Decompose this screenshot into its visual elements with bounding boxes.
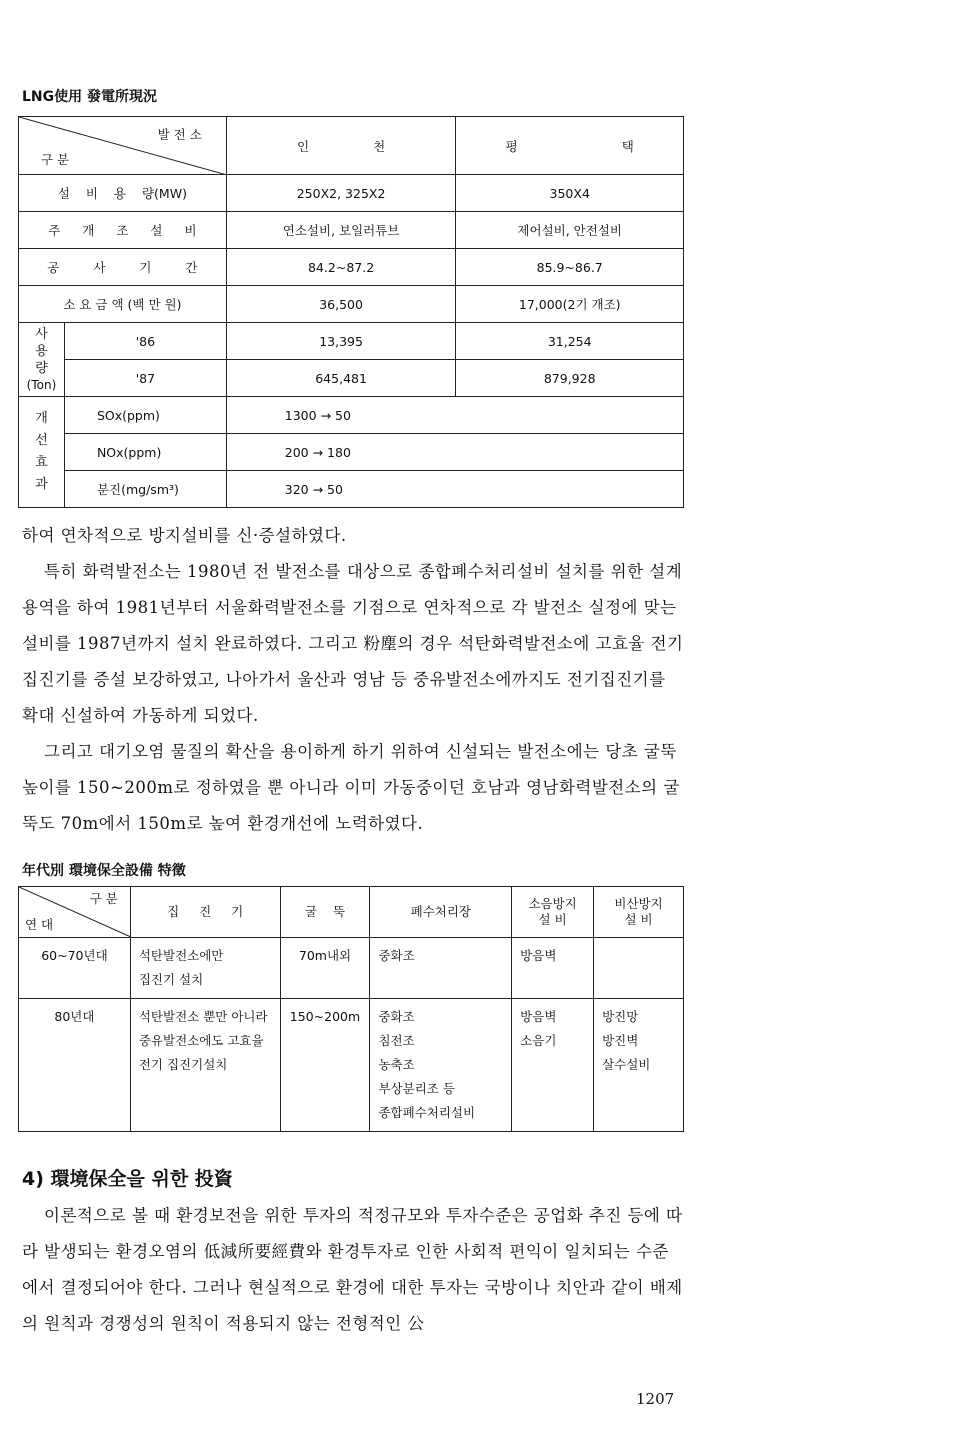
- table-row: [19, 175, 684, 212]
- empty-cell: [456, 397, 684, 434]
- cell-incheon: 36,500: [226, 286, 456, 323]
- empty-cell: [456, 471, 684, 508]
- col-header: 폐수처리장: [370, 887, 512, 938]
- table-row: [19, 360, 684, 397]
- table2-caption: 年代別 環境保全設備 特徵: [22, 863, 186, 879]
- table1-corner-top: 발 전 소: [157, 127, 202, 142]
- usage-group-label: [19, 323, 65, 397]
- cell-pyeongtaek: 제어설비, 안전설비: [456, 212, 684, 249]
- table-row: [19, 286, 684, 323]
- table-row: [19, 938, 684, 999]
- era-equipment-table: [18, 886, 684, 1132]
- effect-label: SOx(ppm): [64, 397, 226, 434]
- table-row: [19, 249, 684, 286]
- cell-pyeongtaek: 17,000(2기 개조): [456, 286, 684, 323]
- paragraph: 특히 화력발전소는 1980년 전 발전소를 대상으로 종합폐수처리설비 설치를 위한 설계용역을 하여 1981년부터 서울화력발전소를 기점으로 연차적으로 각 발전소 실정에 맞는 설비를 1987년까지 설치 완료하였다. 그리고 粉塵의 경우 석탄화력발전소에 고효율 전기집진기를 증설 보강하였고, 나아가서 울산과 영남 등 중유발전소에까지도 전기집진기를 확대 신설하여 가동하게 되었다.: [22, 562, 684, 725]
- dust-cell: [594, 938, 684, 999]
- empty-cell: [456, 434, 684, 471]
- table1-corner-bottom: 구 분: [41, 152, 70, 167]
- col-header: 비산방지설 비: [594, 887, 684, 938]
- col-header: 굴 뚝: [280, 887, 370, 938]
- row-label: 소 요 금 액 (백 만 원): [19, 286, 227, 323]
- paragraph: 그리고 대기오염 물질의 확산을 용이하게 하기 위하여 신설되는 발전소에는 당초 굴뚝 높이를 150~200m로 정하였을 뿐 아니라 이미 가동중이던 호남과 영남화력발전소의 굴뚝도 70m에서 150m로 높여 환경개선에 노력하였다.: [22, 742, 680, 833]
- effect-value: 320 → 50: [226, 471, 456, 508]
- effect-group-text: 개선효과: [35, 411, 48, 492]
- table1-corner-cell: [19, 117, 227, 175]
- cell-pyeongtaek: 31,254: [456, 323, 684, 360]
- body-text-2: [22, 1198, 684, 1342]
- usage-unit: (Ton): [26, 378, 57, 392]
- chimney-cell: 150~200m: [280, 999, 370, 1132]
- table-row: [19, 999, 684, 1132]
- table1-caption: LNG使用 發電所現況: [22, 89, 158, 105]
- cell-incheon: 13,395: [226, 323, 456, 360]
- col-header-pyeongtaek: 평 택: [456, 117, 684, 175]
- body-text-1: [22, 518, 684, 842]
- col-header-incheon: 인 천: [226, 117, 456, 175]
- section-heading: 4) 環境保全을 위한 投資: [22, 1168, 233, 1190]
- paragraph: 이론적으로 볼 때 환경보전을 위한 투자의 적정규모와 투자수준은 공업화 추진 등에 따라 발생되는 환경오염의 低減所要經費와 환경투자로 인한 사회적 편익이 일치되는 수준에서 결정되어야 한다. 그러나 현실적으로 환경에 대한 투자는 국방이나 치안과 같이 배제의 원칙과 경쟁성의 원칙이 적용되지 않는 전형적인 公: [22, 1206, 683, 1333]
- effect-value: 200 → 180: [226, 434, 456, 471]
- lng-power-plant-table: [18, 116, 684, 508]
- usage-group-text: 사용량: [35, 327, 48, 376]
- usage-year: '86: [64, 323, 226, 360]
- table-row: [19, 397, 684, 434]
- era-cell: 60~70년대: [19, 938, 131, 999]
- wastewater-cell: 중화조: [370, 938, 512, 999]
- chimney-cell: 70m내외: [280, 938, 370, 999]
- cell-pyeongtaek: 879,928: [456, 360, 684, 397]
- noise-cell: 방음벽: [512, 938, 594, 999]
- paragraph: 하여 연차적으로 방지설비를 신·증설하였다.: [22, 526, 347, 545]
- wastewater-cell: 중화조 침전조 농축조 부상분리조 등 종합폐수처리설비: [370, 999, 512, 1132]
- table-row: [19, 212, 684, 249]
- row-label: 주 개 조 설 비: [19, 212, 227, 249]
- cell-pyeongtaek: 85.9~86.7: [456, 249, 684, 286]
- effect-value: 1300 → 50: [226, 397, 456, 434]
- row-label: 설 비 용 량(MW): [19, 175, 227, 212]
- effect-label: 분진(mg/sm³): [64, 471, 226, 508]
- cell-incheon: 연소설비, 보일러튜브: [226, 212, 456, 249]
- cell-pyeongtaek: 350X4: [456, 175, 684, 212]
- era-cell: 80년대: [19, 999, 131, 1132]
- table2-corner-cell: [19, 887, 131, 938]
- row-label: 공 사 기 간: [19, 249, 227, 286]
- effect-group-label: [19, 397, 65, 508]
- noise-cell: 방음벽 소음기: [512, 999, 594, 1132]
- col-header: 소음방지설 비: [512, 887, 594, 938]
- cell-incheon: 84.2~87.2: [226, 249, 456, 286]
- cell-incheon: 645,481: [226, 360, 456, 397]
- table-row: [19, 471, 684, 508]
- collector-cell: 석탄발전소 뿐만 아니라 중유발전소에도 고효율 전기 집진기설치: [130, 999, 280, 1132]
- cell-incheon: 250X2, 325X2: [226, 175, 456, 212]
- page-number: 1207: [636, 1390, 675, 1408]
- table-row: [19, 434, 684, 471]
- dust-cell: 방진망 방진벽 살수설비: [594, 999, 684, 1132]
- table-row: [19, 323, 684, 360]
- table2-corner-top: 구 분: [89, 891, 118, 906]
- usage-year: '87: [64, 360, 226, 397]
- col-header: 집 진 기: [130, 887, 280, 938]
- effect-label: NOx(ppm): [64, 434, 226, 471]
- collector-cell: 석탄발전소에만 집진기 설치: [130, 938, 280, 999]
- table2-corner-bottom: 연 대: [25, 917, 54, 932]
